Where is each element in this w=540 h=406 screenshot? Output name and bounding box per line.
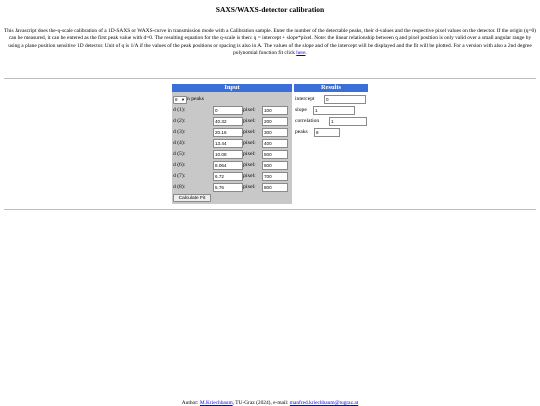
results-header: Results — [294, 84, 368, 92]
pixel-input-6[interactable] — [262, 161, 288, 170]
footer — [0, 400, 540, 406]
d-input-8[interactable] — [213, 183, 243, 192]
author-link[interactable]: M.Kriechbaum — [199, 400, 233, 406]
pixel-input-4[interactable] — [262, 139, 288, 148]
peaks-count-select[interactable] — [173, 96, 187, 104]
d-row-1 — [172, 106, 292, 116]
d-input-7[interactable] — [213, 172, 243, 181]
pixel-label-2: pixel: — [243, 118, 256, 124]
description-end: . — [305, 49, 307, 56]
peaks-count-value: 8 — [175, 97, 178, 102]
input-header: Input — [172, 84, 292, 92]
slope-output[interactable] — [313, 106, 355, 115]
d-row-8 — [172, 183, 292, 193]
pixel-label-4: pixel: — [243, 140, 256, 146]
intercept-label: intercept — [295, 96, 315, 102]
pixel-input-5[interactable] — [262, 150, 288, 159]
peaks-count-label: n peaks — [187, 96, 204, 102]
slope-row — [294, 106, 368, 116]
description — [4, 28, 536, 57]
intercept-output[interactable] — [324, 95, 366, 104]
d-label-7: d (7): — [173, 173, 186, 179]
d-label-3: d (3): — [173, 129, 186, 135]
peaks-label: peaks — [295, 129, 308, 135]
polynomial-version-link[interactable]: here — [296, 49, 306, 56]
calculate-fit-button[interactable]: Calculate Fit — [173, 194, 211, 202]
correlation-output[interactable] — [329, 117, 367, 126]
d-input-4[interactable] — [213, 139, 243, 148]
d-input-3[interactable] — [213, 128, 243, 137]
pixel-label-8: pixel: — [243, 184, 256, 190]
pixel-label-3: pixel: — [243, 129, 256, 135]
description-text: This Javascript does the-q-scale calibration of a 1D-SAXS or WAXS-curve in transmission mode with a Calibration sample. Enter the number of the detectable peaks, their d-values and the respective pixel values on the detector. If the origin (q=0) can be measured, it can be entered as the first peak value with d=0. The resulting equation for the q-scale is then: q = intercept + slope*pixel. Note: the linear relationship between q and pixel position is only valid over a small angular range by using a plane position sensitive 1D detector. Unit of q is 1/A if the values of the peak positions or spacing is also in A. The values of the slope and of the intercept will be displayed and the fit will be plotted. For a version with also a 2nd degree polynomial function fit click — [4, 28, 536, 56]
page-title: SAXS/WAXS-detector calibration — [215, 5, 325, 14]
pixel-label-1: pixel: — [243, 107, 256, 113]
divider-top — [4, 78, 536, 79]
d-label-4: d (4): — [173, 140, 186, 146]
d-input-6[interactable] — [213, 161, 243, 170]
d-row-5 — [172, 150, 292, 160]
pixel-input-3[interactable] — [262, 128, 288, 137]
d-row-6 — [172, 161, 292, 171]
email-link[interactable]: manfred.kriechbaum@tugraz.at — [289, 400, 359, 406]
footer-author-prefix: Author: — [181, 400, 200, 406]
chevron-down-icon: ▼ — [181, 97, 185, 102]
d-label-1: d (1): — [173, 107, 186, 113]
d-input-2[interactable] — [213, 117, 243, 126]
d-row-2 — [172, 117, 292, 127]
results-panel — [294, 84, 368, 135]
correlation-label: correlation — [295, 118, 320, 124]
intercept-row — [294, 95, 368, 105]
pixel-input-8[interactable] — [262, 183, 288, 192]
input-panel — [172, 84, 292, 204]
d-label-5: d (5): — [173, 151, 186, 157]
d-row-4 — [172, 139, 292, 149]
pixel-label-5: pixel: — [243, 151, 256, 157]
peaks-output[interactable] — [314, 128, 340, 137]
pixel-input-7[interactable] — [262, 172, 288, 181]
pixel-label-6: pixel: — [243, 162, 256, 168]
d-label-8: d (8): — [173, 184, 186, 190]
correlation-row — [294, 117, 368, 127]
d-input-5[interactable] — [213, 150, 243, 159]
peaks-count-row — [172, 95, 292, 105]
d-label-2: d (2): — [173, 118, 186, 124]
d-row-3 — [172, 128, 292, 138]
pixel-input-2[interactable] — [262, 117, 288, 126]
footer-author-info: , TU-Graz (2024), e-mail: — [232, 400, 290, 406]
d-label-6: d (6): — [173, 162, 186, 168]
pixel-label-7: pixel: — [243, 173, 256, 179]
slope-label: slope — [295, 107, 307, 113]
divider-bottom — [4, 209, 536, 210]
pixel-input-1[interactable] — [262, 106, 288, 115]
d-input-1[interactable] — [213, 106, 243, 115]
peaks-row — [294, 128, 368, 138]
d-row-7 — [172, 172, 292, 182]
